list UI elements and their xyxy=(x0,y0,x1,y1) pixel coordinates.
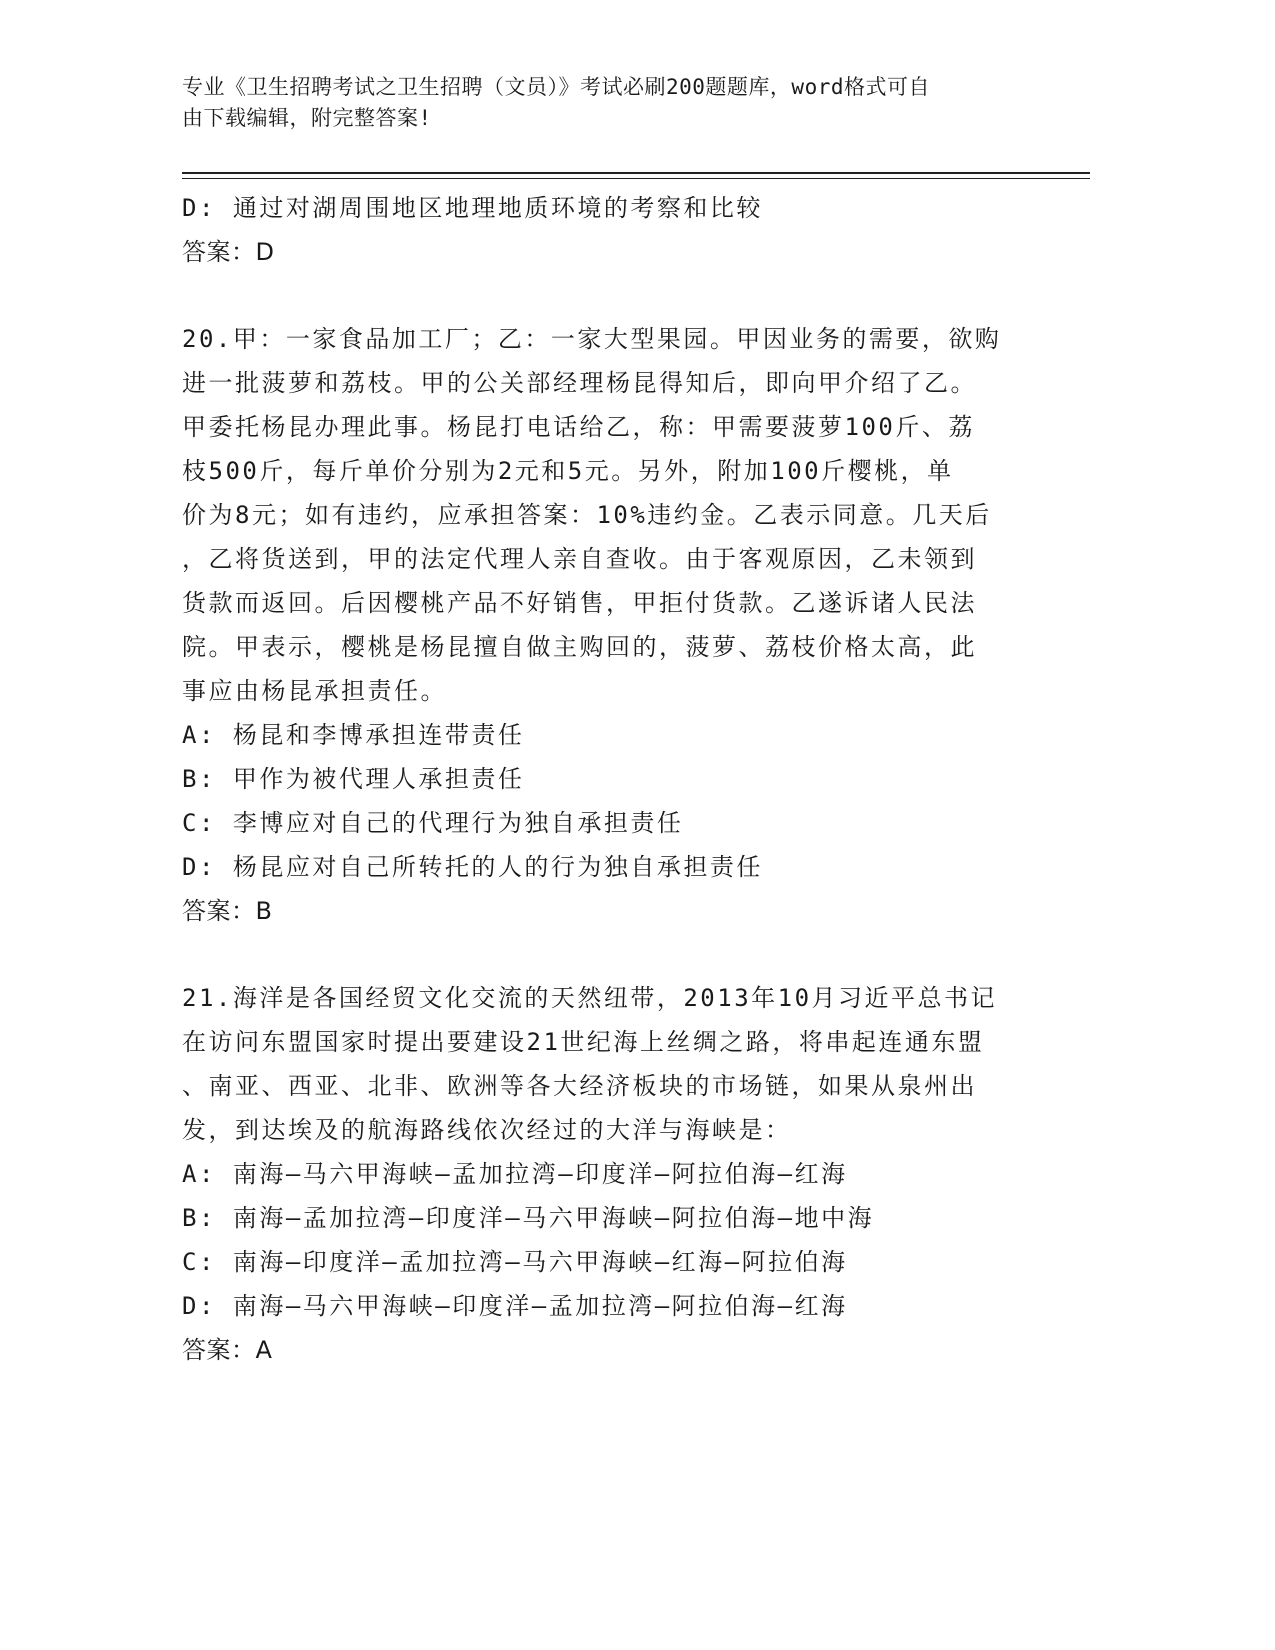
question-spacer xyxy=(182,274,1062,317)
question-text-line: 发，到达埃及的航海路线依次经过的大洋与海峡是： xyxy=(182,1116,792,1144)
question-text-line: 进一批菠萝和荔枝。甲的公关部经理杨昆得知后，即向甲介绍了乙。 xyxy=(182,369,977,397)
question-21 xyxy=(182,976,1062,1372)
question-text-line: 院。甲表示，樱桃是杨昆擅自做主购回的，菠萝、荔枝价格太高，此 xyxy=(182,633,977,661)
option-d: D: 通过对湖周围地区地理地质环境的考察和比较 xyxy=(182,194,763,222)
option-a: A: 杨昆和李博承担连带责任 xyxy=(182,721,525,749)
header-line: 由下载编辑，附完整答案! xyxy=(182,106,432,130)
question-text-line: 、南亚、西亚、北非、欧洲等各大经济板块的市场链，如果从泉州出 xyxy=(182,1072,977,1100)
question-text-line: 20.甲：一家食品加工厂；乙：一家大型果园。甲因业务的需要，欲购 xyxy=(182,325,1002,353)
option-a: A: 南海—马六甲海峡—孟加拉湾—印度洋—阿拉伯海—红海 xyxy=(182,1160,848,1188)
question-text-line: 甲委托杨昆办理此事。杨昆打电话给乙，称：甲需要菠萝100斤、荔 xyxy=(182,413,975,441)
question-spacer xyxy=(182,933,1062,976)
question-text-line: ，乙将货送到，甲的法定代理人亲自查收。由于客观原因，乙未领到 xyxy=(182,545,977,573)
question-text-line: 21.海洋是各国经贸文化交流的天然纽带，2013年10月习近平总书记 xyxy=(182,984,998,1012)
question-text-line: 枝500斤，每斤单价分别为2元和5元。另外，附加100斤樱桃，单 xyxy=(182,457,954,485)
question-text-line: 事应由杨昆承担责任。 xyxy=(182,677,447,705)
question-text-line: 货款而返回。后因樱桃产品不好销售，甲拒付货款。乙遂诉诸人民法 xyxy=(182,589,977,617)
header-divider xyxy=(182,172,1090,174)
document-header xyxy=(182,72,1062,134)
header-divider-thin xyxy=(182,178,1090,179)
option-c: C: 南海—印度洋—孟加拉湾—马六甲海峡—红海—阿拉伯海 xyxy=(182,1248,848,1276)
header-line: 专业《卫生招聘考试之卫生招聘（文员）》考试必刷200题题库，word格式可自 xyxy=(182,75,930,99)
option-d: D: 杨昆应对自己所转托的人的行为独自承担责任 xyxy=(182,853,763,881)
answer-line: 答案：A xyxy=(182,1336,273,1364)
option-c: C: 李博应对自己的代理行为独自承担责任 xyxy=(182,809,684,837)
option-b: B: 南海—孟加拉湾—印度洋—马六甲海峡—阿拉伯海—地中海 xyxy=(182,1204,875,1232)
answer-line: 答案：B xyxy=(182,897,273,925)
previous-question-tail xyxy=(182,186,1062,274)
question-text-line: 在访问东盟国家时提出要建设21世纪海上丝绸之路，将串起连通东盟 xyxy=(182,1028,985,1056)
answer-line: 答案：D xyxy=(182,238,275,266)
document-body xyxy=(182,186,1062,1372)
option-d: D: 南海—马六甲海峡—印度洋—孟加拉湾—阿拉伯海—红海 xyxy=(182,1292,848,1320)
question-20 xyxy=(182,317,1062,933)
question-text-line: 价为8元；如有违约，应承担答案：10%违约金。乙表示同意。几天后 xyxy=(182,501,992,529)
option-b: B: 甲作为被代理人承担责任 xyxy=(182,765,525,793)
